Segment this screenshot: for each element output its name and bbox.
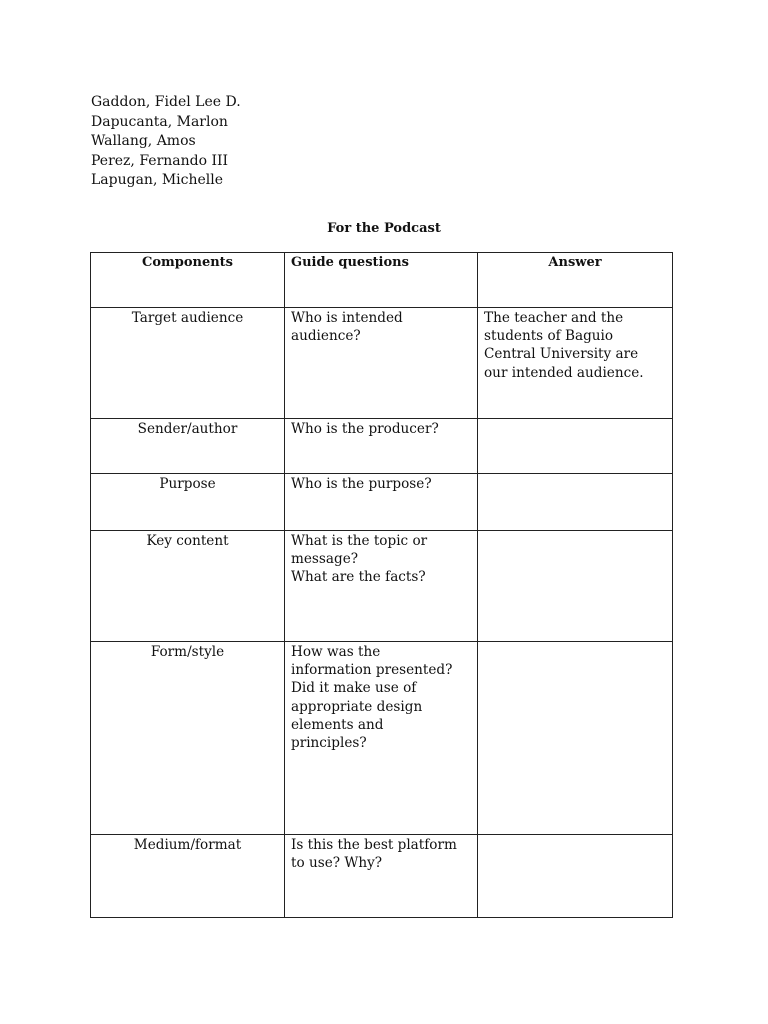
question-line: What are the facts? <box>291 569 426 586</box>
question-cell <box>285 835 478 918</box>
component-cell: Sender/author <box>91 419 285 474</box>
component-cell: Key content <box>91 531 285 642</box>
table-row-medium-format <box>91 835 673 918</box>
question-line: Who is intended <box>291 310 403 326</box>
component-cell: Target audience <box>91 308 285 419</box>
question-line: information presented? <box>291 662 453 679</box>
question-line: elements and <box>291 716 384 733</box>
header-components: Components <box>91 253 285 308</box>
table-row-form-style <box>91 642 673 835</box>
component-cell: Form/style <box>91 642 285 835</box>
answer-line: Central University are <box>484 346 639 363</box>
question-cell <box>285 642 478 835</box>
author-name: Lapugan, Michelle <box>91 172 224 189</box>
question-line: appropriate design <box>291 698 423 715</box>
answer-cell <box>478 308 673 419</box>
page-title: For the Podcast <box>327 221 441 236</box>
header-answer: Answer <box>478 253 673 308</box>
table-row-purpose <box>91 474 673 531</box>
question-line: Did it make use of <box>291 680 417 697</box>
question-cell <box>285 419 478 474</box>
answer-line: students of Baguio <box>484 328 614 345</box>
table-row-target-audience <box>91 308 673 419</box>
table-header-row <box>91 253 673 308</box>
question-line: What is the topic or <box>291 533 428 549</box>
question-cell <box>285 308 478 419</box>
author-name: Gaddon, Fidel Lee D. <box>91 94 241 110</box>
question-line: Who is the purpose? <box>291 476 432 492</box>
author-name: Dapucanta, Marlon <box>91 113 228 130</box>
answer-line: our intended audience. <box>484 364 644 381</box>
question-line: to use? Why? <box>291 855 383 872</box>
table-row-key-content <box>91 531 673 642</box>
component-cell: Purpose <box>91 474 285 531</box>
question-line: Who is the producer? <box>291 421 439 437</box>
answer-cell <box>478 835 673 918</box>
question-line: audience? <box>291 328 361 345</box>
answer-cell <box>478 531 673 642</box>
question-line: message? <box>291 551 359 568</box>
answer-cell <box>478 474 673 531</box>
question-line: Is this the best platform <box>291 837 457 853</box>
question-cell <box>285 474 478 531</box>
question-cell <box>285 531 478 642</box>
table-row-sender-author <box>91 419 673 474</box>
answer-line: The teacher and the <box>484 310 624 326</box>
author-name: Perez, Fernando III <box>91 152 229 169</box>
header-guide-questions: Guide questions <box>285 253 478 308</box>
question-line: principles? <box>291 735 367 752</box>
answer-cell <box>478 419 673 474</box>
component-cell: Medium/format <box>91 835 285 918</box>
question-line: How was the <box>291 644 381 660</box>
answer-cell <box>478 642 673 835</box>
author-name: Wallang, Amos <box>91 133 196 150</box>
podcast-analysis-table <box>90 252 673 918</box>
author-list <box>91 93 241 191</box>
